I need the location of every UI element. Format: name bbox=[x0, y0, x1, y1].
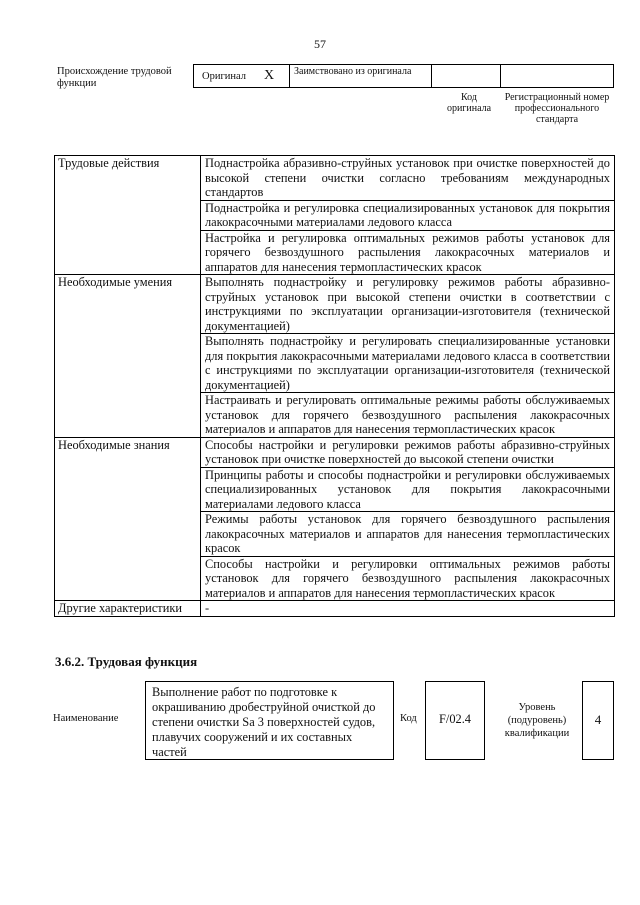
description-cell: Поднастройка абразивно-струйных установок при очистке поверхностей до высокой степени очистки согласно требованиям международных стандартов bbox=[201, 156, 615, 201]
origin-borrowed-cell bbox=[290, 65, 432, 87]
category-cell: Другие характеристики bbox=[55, 601, 201, 617]
description-cell: Настраивать и регулировать оптимальные режимы работы обслуживаемых установок для горячего безвоздушного распыления лакокрасочных материалов и аппаратов для нанесения термопластических красок bbox=[201, 393, 615, 438]
page-number: 57 bbox=[314, 37, 326, 51]
description-cell: Способы настройки и регулировки режимов работы абразивно-струйных установок при очистке поверхностей до высокой степени очистки bbox=[201, 437, 615, 467]
table-row bbox=[55, 275, 615, 334]
origin-label: Происхождение трудовой функции bbox=[57, 66, 172, 89]
category-cell: Необходимые умения bbox=[55, 275, 201, 438]
origin-box bbox=[193, 64, 614, 88]
borrowed-label: Заимствовано из оригинала bbox=[294, 66, 412, 77]
level-label: Уровень (подуровень) квалификации bbox=[504, 702, 570, 739]
category-cell: Трудовые действия bbox=[55, 156, 201, 275]
original-label: Оригинал bbox=[202, 71, 246, 82]
code-label: Код bbox=[400, 713, 417, 724]
description-cell: Режимы работы установок для горячего безвоздушного распыления лакокрасочных материалов и аппаратов для нанесения термопластических красок bbox=[201, 512, 615, 557]
table-row bbox=[55, 601, 615, 617]
description-cell: Выполнять поднастройку и регулировку режимов работы абразивно-струйных установок при высокой степени очистки в соответствии с инструкциями по эксплуатации организации-изготовителя (технической документацией) bbox=[201, 275, 615, 334]
code-value: F/02.4 bbox=[425, 681, 485, 760]
level-value: 4 bbox=[582, 681, 614, 760]
description-cell: Выполнять поднастройку и регулировать специализированные установки для покрытия лакокрасочными материалами ледового класса в соответствии с инструкциями по эксплуатации организации-изготовителя (технической документацией) bbox=[201, 334, 615, 393]
code-caption: Код оригинала bbox=[446, 92, 492, 114]
name-value: Выполнение работ по подготовке к окрашиванию дробеструйной очисткой до степени очистки Sa 3 поверхностей судов, плавучих сооружений и их составных частей bbox=[145, 681, 394, 760]
reg-caption: Регистрационный номер профессионального стандарта bbox=[504, 92, 610, 125]
name-label: Наименование bbox=[53, 713, 119, 724]
original-mark: X bbox=[264, 68, 275, 83]
section-title: 3.6.2. Трудовая функция bbox=[55, 654, 198, 669]
origin-original-cell bbox=[194, 65, 290, 87]
description-cell: Способы настройки и регулировки оптимальных режимов работы установок для горячего безвоздушного распыления лакокрасочных материалов и аппаратов для нанесения термопластических красок bbox=[201, 556, 615, 601]
origin-reg-cell bbox=[501, 65, 614, 87]
table-row bbox=[55, 156, 615, 201]
description-cell: Поднастройка и регулировка специализированных установок для покрытия лакокрасочными материалами ледового класса bbox=[201, 200, 615, 230]
labor-function-table bbox=[54, 155, 615, 617]
description-cell: Настройка и регулировка оптимальных режимов работы установок для горячего безвоздушного распыления лакокрасочных материалов и аппаратов для нанесения термопластических красок bbox=[201, 230, 615, 275]
origin-code-cell bbox=[432, 65, 501, 87]
category-cell: Необходимые знания bbox=[55, 437, 201, 601]
description-cell: Принципы работы и способы поднастройки и регулировки обслуживаемых специализированных установок для покрытия лакокрасочными материалами ледового класса bbox=[201, 467, 615, 512]
description-cell: - bbox=[201, 601, 615, 617]
table-row bbox=[55, 437, 615, 467]
